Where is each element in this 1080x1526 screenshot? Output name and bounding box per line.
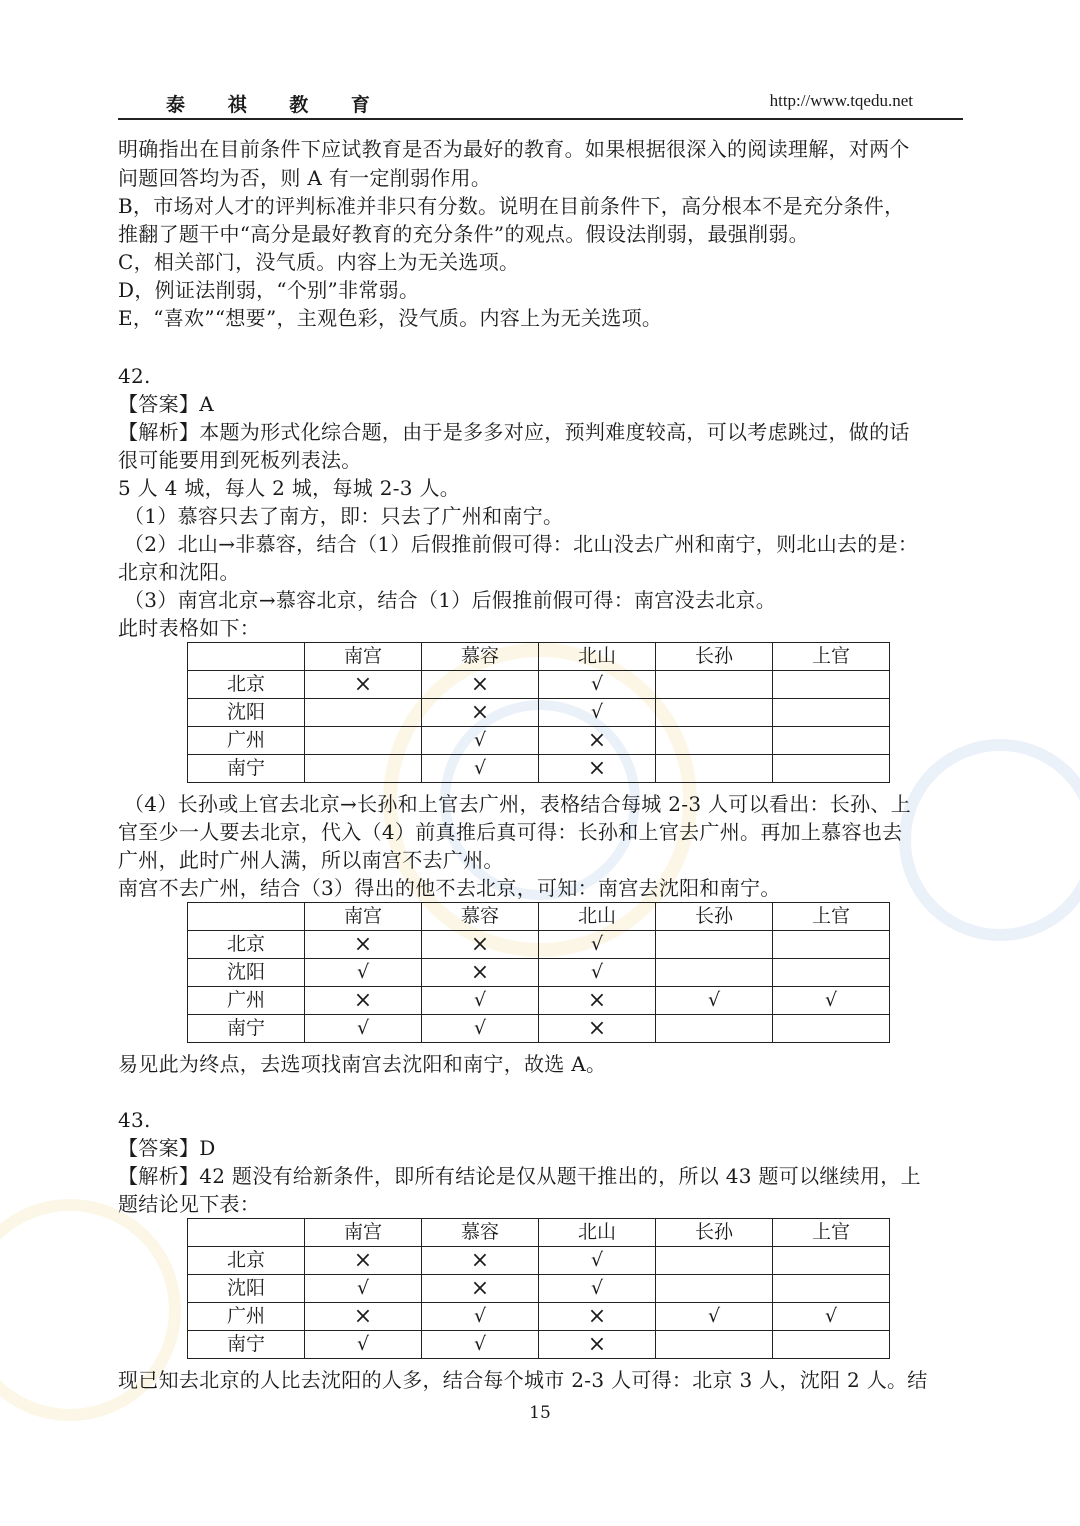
table-row-header: 沈阳 [188, 1275, 305, 1303]
table-cell: × [539, 755, 656, 783]
table-cell: √ [539, 931, 656, 959]
table-cell: × [305, 671, 422, 699]
table-cell: √ [539, 1275, 656, 1303]
paragraph-line: D，例证法削弱，“个别”非常弱。 [118, 278, 420, 302]
table-cell [773, 959, 890, 987]
question-number: 43. [118, 1108, 151, 1132]
table-column-header: 慕容 [422, 643, 539, 671]
table-corner-cell [188, 1219, 305, 1247]
table-cell [656, 959, 773, 987]
table-row-header: 沈阳 [188, 959, 305, 987]
table-cell: × [305, 1303, 422, 1331]
analysis-line: 题结论见下表： [118, 1192, 261, 1216]
table-cell [773, 1331, 890, 1359]
table-cell: √ [422, 1015, 539, 1043]
table-header-row [188, 643, 890, 671]
table-cell: × [422, 699, 539, 727]
table-row [188, 699, 890, 727]
table-column-header: 长孙 [656, 1219, 773, 1247]
table-cell [773, 1275, 890, 1303]
table-cell [656, 931, 773, 959]
table-row [188, 755, 890, 783]
site-url: http://www.tqedu.net [769, 91, 913, 110]
analysis-line: （4）长孙或上官去北京→长孙和上官去广州，表格结合每城 2-3 人可以看出：长孙、上 [124, 792, 912, 816]
table-cell: √ [422, 727, 539, 755]
table-column-header: 慕容 [422, 1219, 539, 1247]
table-cell: √ [656, 987, 773, 1015]
table-cell [773, 931, 890, 959]
table-row-header: 南宁 [188, 755, 305, 783]
table-column-header: 长孙 [656, 643, 773, 671]
table-cell [656, 1247, 773, 1275]
page-number: 15 [529, 1403, 551, 1423]
table-column-header: 南宫 [305, 1219, 422, 1247]
table-cell [656, 755, 773, 783]
table-row [188, 987, 890, 1015]
table-row-header: 广州 [188, 987, 305, 1015]
paragraph-line: C，相关部门，没气质。内容上为无关选项。 [118, 250, 520, 274]
table-cell [773, 1015, 890, 1043]
table-cell [656, 699, 773, 727]
table-cell [773, 671, 890, 699]
table-cell: × [422, 671, 539, 699]
table-row [188, 1303, 890, 1331]
table-cell: √ [422, 755, 539, 783]
analysis-line: 现已知去北京的人比去沈阳的人多，结合每个城市 2-3 人可得：北京 3 人，沈阳 2 人。结 [118, 1368, 928, 1392]
table-row [188, 931, 890, 959]
table-cell [656, 1275, 773, 1303]
assignment-table-1 [187, 642, 890, 783]
table-cell [656, 1015, 773, 1043]
table-cell: × [539, 1331, 656, 1359]
table-cell: √ [305, 1275, 422, 1303]
table-row-header: 北京 [188, 931, 305, 959]
table-row [188, 1015, 890, 1043]
table-row [188, 1275, 890, 1303]
watermark-logo [0, 1180, 200, 1440]
table-column-header: 上官 [773, 643, 890, 671]
assignment-table-3 [187, 1218, 890, 1359]
paragraph-line: B，市场对人才的评判标准并非只有分数。说明在目前条件下，高分根本不是充分条件， [118, 194, 905, 218]
table-column-header: 长孙 [656, 903, 773, 931]
table-cell [773, 755, 890, 783]
analysis-line: 广州，此时广州人满，所以南宫不去广州。 [118, 848, 504, 872]
table-cell: √ [422, 1331, 539, 1359]
table-cell: × [305, 987, 422, 1015]
assignment-table-2 [187, 902, 890, 1043]
answer-line: 【答案】A [118, 392, 214, 416]
analysis-line: 北京和沈阳。 [118, 560, 240, 584]
table-cell: √ [773, 987, 890, 1015]
table-column-header: 北山 [539, 903, 656, 931]
table-row [188, 727, 890, 755]
table-cell: √ [539, 671, 656, 699]
table-column-header: 上官 [773, 1219, 890, 1247]
table-header-row [188, 1219, 890, 1247]
table-row-header: 南宁 [188, 1015, 305, 1043]
table-corner-cell [188, 643, 305, 671]
table-cell: × [539, 1303, 656, 1331]
watermark-logo [880, 720, 1080, 960]
table-cell [773, 727, 890, 755]
table-cell: √ [539, 699, 656, 727]
table-cell [656, 1331, 773, 1359]
table-cell: × [539, 987, 656, 1015]
analysis-line: 很可能要用到死板列表法。 [118, 448, 362, 472]
table-column-header: 慕容 [422, 903, 539, 931]
table-cell: × [305, 1247, 422, 1275]
table-cell: × [422, 1275, 539, 1303]
table-row [188, 671, 890, 699]
table-column-header: 上官 [773, 903, 890, 931]
table-row [188, 959, 890, 987]
answer-line: 【答案】D [118, 1136, 216, 1160]
paragraph-line: 推翻了题干中“高分是最好教育的充分条件”的观点。假设法削弱，最强削弱。 [118, 222, 809, 246]
table-column-header: 南宫 [305, 903, 422, 931]
table-cell [773, 699, 890, 727]
table-row-header: 广州 [188, 1303, 305, 1331]
table-cell: × [539, 727, 656, 755]
analysis-line: （1）慕容只去了南方，即：只去了广州和南宁。 [124, 504, 564, 528]
question-number: 42. [118, 364, 151, 388]
analysis-line: 此时表格如下： [118, 616, 261, 640]
table-row [188, 1331, 890, 1359]
paragraph-line: 问题回答均为否，则 A 有一定削弱作用。 [118, 166, 492, 190]
analysis-line: （3）南宫北京→慕容北京，结合（1）后假推前假可得：南宫没去北京。 [124, 588, 777, 612]
table-cell [656, 671, 773, 699]
table-row [188, 1247, 890, 1275]
table-column-header: 北山 [539, 643, 656, 671]
table-row-header: 广州 [188, 727, 305, 755]
conclusion-line: 易见此为终点，去选项找南宫去沈阳和南宁，故选 A。 [118, 1052, 607, 1076]
table-cell: × [422, 1247, 539, 1275]
analysis-line: 【解析】本题为形式化综合题，由于是多多对应，预判难度较高，可以考虑跳过，做的话 [118, 420, 910, 444]
table-row-header: 沈阳 [188, 699, 305, 727]
table-column-header: 北山 [539, 1219, 656, 1247]
table-cell: √ [656, 1303, 773, 1331]
table-row-header: 南宁 [188, 1331, 305, 1359]
brand-name: 泰 祺 教 育 [166, 94, 388, 116]
table-cell: √ [422, 1303, 539, 1331]
paragraph-line: E，“喜欢”“想要”，主观色彩，没气质。内容上为无关选项。 [118, 306, 663, 330]
table-cell: √ [422, 987, 539, 1015]
table-row-header: 北京 [188, 671, 305, 699]
table-cell: × [305, 931, 422, 959]
table-cell: √ [773, 1303, 890, 1331]
table-cell [305, 699, 422, 727]
table-cell: √ [539, 1247, 656, 1275]
analysis-line: （2）北山→非慕容，结合（1）后假推前假可得：北山没去广州和南宁，则北山去的是： [124, 532, 919, 556]
table-cell: √ [539, 959, 656, 987]
table-row-header: 北京 [188, 1247, 305, 1275]
analysis-line: 5 人 4 城，每人 2 城，每城 2-3 人。 [118, 476, 461, 500]
table-cell: √ [305, 1331, 422, 1359]
table-cell [656, 727, 773, 755]
table-cell: × [422, 959, 539, 987]
table-cell [773, 1247, 890, 1275]
analysis-line: 南宫不去广州，结合（3）得出的他不去北京，可知：南宫去沈阳和南宁。 [118, 876, 781, 900]
table-cell: √ [305, 1015, 422, 1043]
analysis-line: 【解析】42 题没有给新条件，即所有结论是仅从题干推出的，所以 43 题可以继续用，上 [118, 1164, 921, 1188]
page-header [118, 88, 963, 120]
paragraph-line: 明确指出在目前条件下应试教育是否为最好的教育。如果根据很深入的阅读理解，对两个 [118, 137, 910, 161]
table-column-header: 南宫 [305, 643, 422, 671]
table-cell: × [539, 1015, 656, 1043]
table-cell: √ [305, 959, 422, 987]
table-corner-cell [188, 903, 305, 931]
table-header-row [188, 903, 890, 931]
table-cell: × [422, 931, 539, 959]
table-cell [305, 755, 422, 783]
table-cell [305, 727, 422, 755]
analysis-line: 官至少一人要去北京，代入（4）前真推后真可得：长孙和上官去广州。再加上慕容也去 [118, 820, 903, 844]
